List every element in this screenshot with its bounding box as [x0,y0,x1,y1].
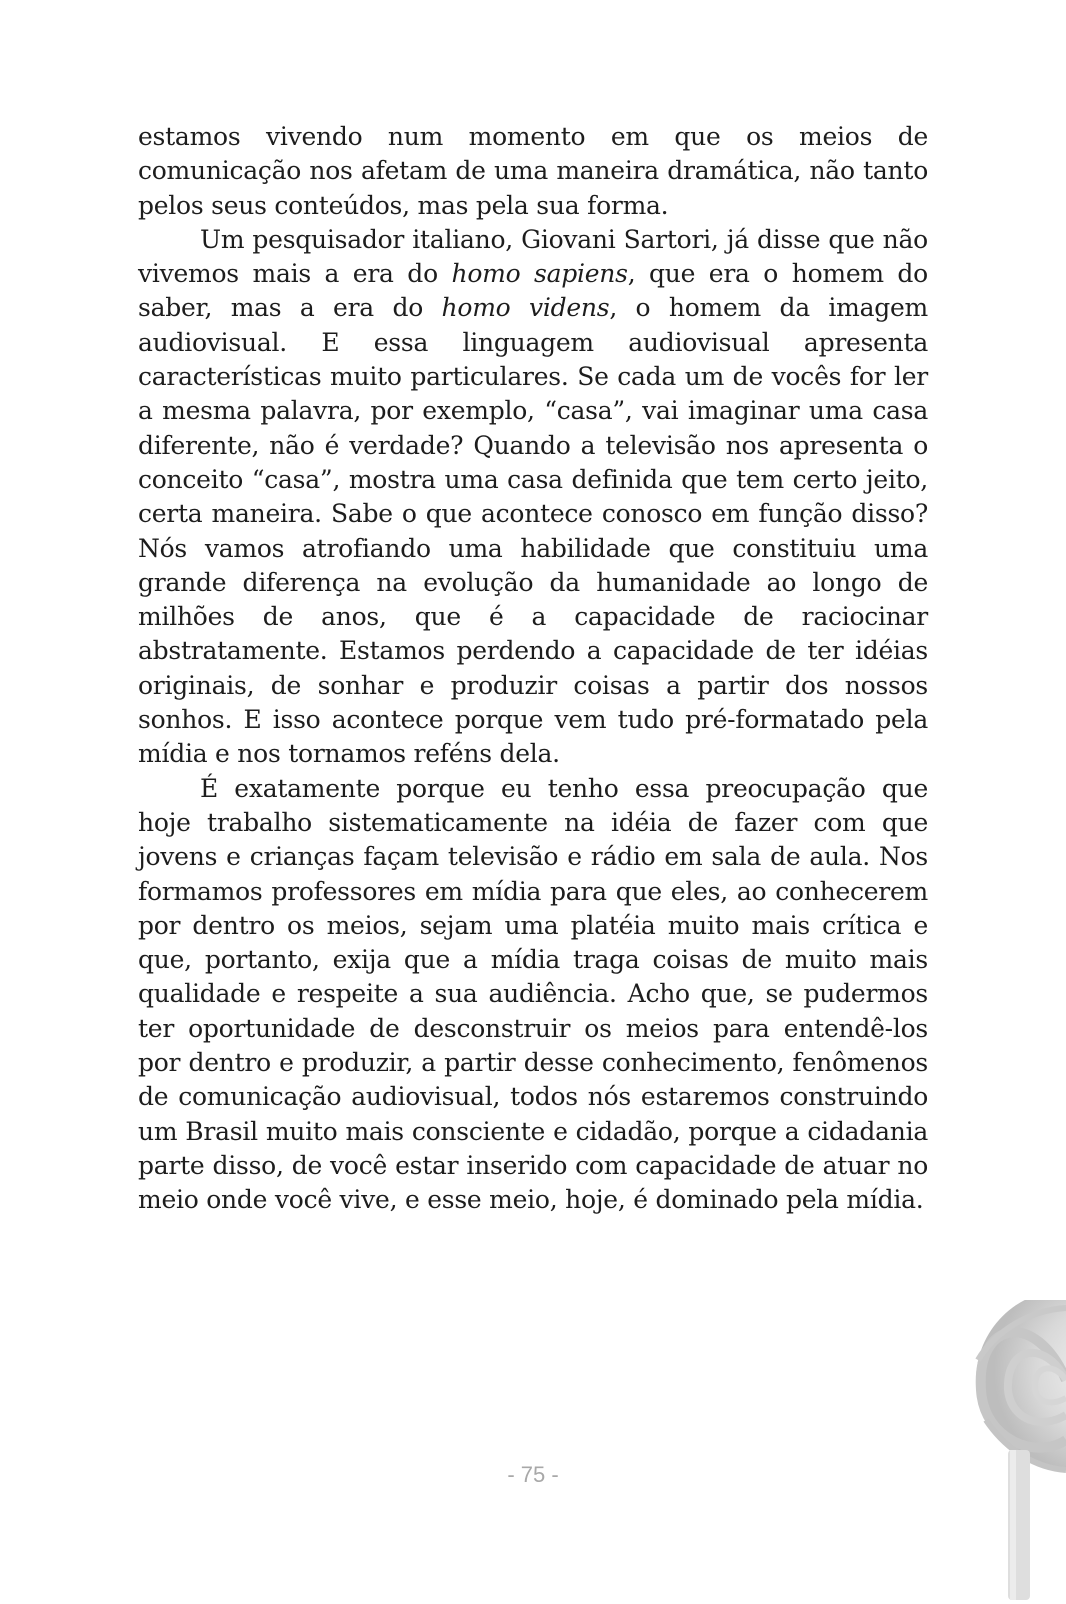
paragraph-3 [138,772,928,1218]
paragraph-2-italic-homo-videns: homo videns [441,293,610,323]
paragraph-3-text: É exatamente porque eu tenho essa preocupação que hoje trabalho sistematicamente na idéia de fazer com que jovens e crianças façam televisão e rádio em sala de aula. Nos formamos professores em mídia para que eles, ao conhecerem por dentro os meios, sejam uma platéia muito mais crítica e que, portanto, exija que a mídia traga coisas de muito mais qualidade e respeite a sua audiência. Acho que, se pudermos ter oportunidade de desconstruir os meios para entendê-los por dentro e produzir, a partir desse conhecimento, fenômenos de comunicação audiovisual, todos nós estaremos construindo um Brasil muito mais consciente e cidadão, porque a cidadania parte disso, de você estar inserido com capacidade de atuar no meio onde você vive, e esse meio, hoje, é dominado pela mídia. [138,773,928,1215]
paragraph-2-text-3: , o homem da imagem audiovisual. E essa linguagem audiovisual apresenta características muito particulares. Se cada um de vocês for ler a mesma palavra, por exemplo, “casa”, vai imaginar uma casa diferente, não é verdade? Quando a televisão nos apresenta o conceito “casa”, mostra uma casa definida que tem certo jeito, certa maneira. Sabe o que acontece conosco em função disso? Nós vamos atrofiando uma habilidade que constituiu uma grande diferença na evolução da humanidade ao longo de milhões de anos, que é a capacidade de raciocinar abstratamente. Estamos perdendo a capacidade de ter idéias originais, de sonhar e produzir coisas a partir dos nossos sonhos. E isso acontece porque vem tudo pré-formatado pela mídia e nos tornamos reféns dela. [138,293,928,769]
paragraph-2 [138,223,928,772]
paragraph-1 [138,120,928,223]
paragraph-2-italic-homo-sapiens: homo sapiens [451,259,628,289]
paragraph-2-text-1: Um pesquisador italiano, Giovani Sartori, já disse que não vivemos mais a era do [138,224,928,289]
paragraph-2-text-2: , que era o homem do saber, mas a era do [138,259,928,323]
page-number: - 75 - [507,1462,559,1487]
paragraph-1-text: estamos vivendo num momento em que os meios de comunicação nos afetam de uma maneira dramática, não tanto pelos seus conteúdos, mas pela sua forma. [138,122,928,220]
page-body [138,120,928,1218]
lollipop-icon [936,1300,1066,1600]
